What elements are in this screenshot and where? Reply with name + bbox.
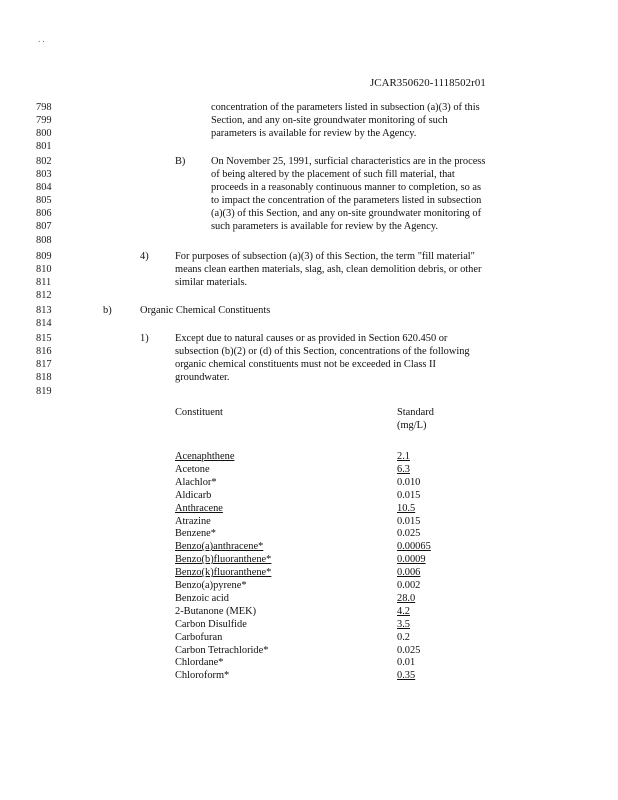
line-number: 798 [36, 102, 52, 113]
constituent-name: Benzene* [175, 528, 216, 539]
constituent-standard: 0.015 [397, 516, 421, 527]
constituent-name: Benzo(a)pyrene* [175, 580, 247, 591]
column-header-constituent: Constituent [175, 407, 223, 418]
line-number: 806 [36, 208, 52, 219]
section-heading: Organic Chemical Constituents [140, 305, 271, 316]
line-number: 800 [36, 128, 52, 139]
constituent-name: Aldicarb [175, 490, 212, 501]
paragraph-label: 4) [140, 251, 149, 262]
constituent-name: 2-Butanone (MEK) [175, 606, 257, 617]
line-number: 817 [36, 359, 52, 370]
constituent-standard: 28.0 [397, 593, 416, 604]
column-header-standard: Standard [397, 407, 434, 418]
constituent-standard: 0.025 [397, 528, 421, 539]
section-label: b) [103, 305, 112, 316]
text-line: such parameters is available for review by the Agency. [211, 221, 438, 232]
constituent-standard: 0.002 [397, 580, 421, 591]
text-line: of being altered by the placement of such fill material, that [211, 169, 455, 180]
line-number: 816 [36, 346, 52, 357]
constituent-standard: 0.0009 [397, 554, 426, 565]
constituent-standard: 0.006 [397, 567, 421, 578]
constituent-standard: 3.5 [397, 619, 410, 630]
line-number: 814 [36, 318, 52, 329]
paragraph-label: 1) [140, 333, 149, 344]
constituent-name: Benzo(a)anthracene* [175, 541, 264, 552]
constituent-standard: 0.025 [397, 645, 421, 656]
line-number: 804 [36, 182, 52, 193]
constituent-standard: 10.5 [397, 503, 416, 514]
text-line: parameters is available for review by the Agency. [211, 128, 417, 139]
constituent-standard: 0.35 [397, 670, 416, 681]
line-number: 801 [36, 141, 52, 152]
constituent-name: Alachlor* [175, 477, 217, 488]
line-number: 809 [36, 251, 52, 262]
text-line: subsection (b)(2) or (d) of this Section, concentrations of the following [175, 346, 470, 357]
constituent-name: Acenaphthene [175, 451, 235, 462]
text-line: For purposes of subsection (a)(3) of this Section, the term "fill material" [175, 251, 475, 262]
constituent-name: Carbon Disulfide [175, 619, 247, 630]
constituent-name: Benzo(b)fluoranthene* [175, 554, 272, 565]
text-line: (a)(3) of this Section, and any on-site groundwater monitoring of [211, 208, 482, 219]
constituent-standard: 0.01 [397, 657, 416, 668]
line-number: 802 [36, 156, 52, 167]
constituent-standard: 4.2 [397, 606, 410, 617]
constituent-standard: 0.010 [397, 477, 421, 488]
constituent-name: Chlordane* [175, 657, 224, 668]
line-number: 815 [36, 333, 52, 344]
constituent-name: Benzoic acid [175, 593, 229, 604]
line-number: 810 [36, 264, 52, 275]
document-id: JCAR350620-1118502r01 [370, 77, 486, 89]
line-number: 818 [36, 372, 52, 383]
subparagraph-label: B) [175, 156, 186, 167]
text-line: Except due to natural causes or as provided in Section 620.450 or [175, 333, 448, 344]
constituent-standard: 6.3 [397, 464, 410, 475]
text-line: to impact the concentration of the parameters listed in subsection [211, 195, 482, 206]
line-number: 803 [36, 169, 52, 180]
column-header-unit: (mg/L) [397, 420, 427, 431]
constituent-name: Benzo(k)fluoranthene* [175, 567, 272, 578]
constituent-name: Anthracene [175, 503, 223, 514]
constituent-standard: 0.2 [397, 632, 410, 643]
constituent-name: Carbon Tetrachloride* [175, 645, 269, 656]
constituent-name: Acetone [175, 464, 210, 475]
text-line: concentration of the parameters listed in subsection (a)(3) of this [211, 102, 480, 113]
text-line: similar materials. [175, 277, 248, 288]
corner-marks: . . [38, 34, 45, 44]
constituent-standard: 0.00065 [397, 541, 431, 552]
line-number: 813 [36, 305, 52, 316]
line-number: 819 [36, 386, 52, 397]
line-number: 812 [36, 290, 52, 301]
text-line: On November 25, 1991, surficial characteristics are in the process [211, 156, 486, 167]
line-number: 811 [36, 277, 52, 288]
text-line: organic chemical constituents must not be exceeded in Class II [175, 359, 436, 370]
constituent-standard: 0.015 [397, 490, 421, 501]
constituent-standard: 2.1 [397, 451, 410, 462]
text-line: Section, and any on-site groundwater monitoring of such [211, 115, 448, 126]
text-line: groundwater. [175, 372, 230, 383]
text-line: means clean earthen materials, slag, ash, clean demolition debris, or other [175, 264, 482, 275]
line-number: 807 [36, 221, 52, 232]
constituent-name: Atrazine [175, 516, 211, 527]
line-number: 808 [36, 235, 52, 246]
constituent-name: Chloroform* [175, 670, 230, 681]
text-line: proceeds in a reasonably continuous manner to completion, so as [211, 182, 482, 193]
line-number: 799 [36, 115, 52, 126]
line-number: 805 [36, 195, 52, 206]
constituent-name: Carbofuran [175, 632, 223, 643]
